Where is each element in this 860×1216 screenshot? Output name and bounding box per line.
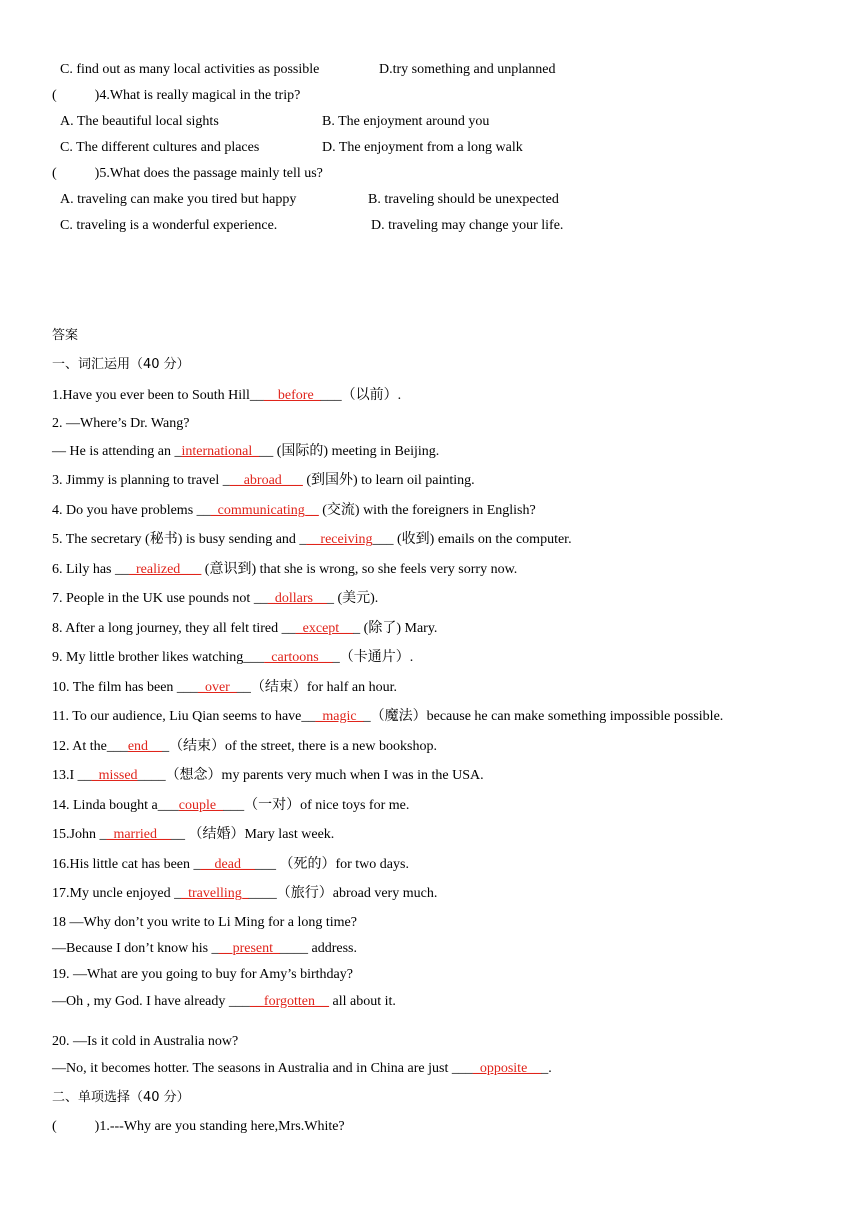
answer-word: _magic_ [315, 709, 364, 724]
answer-suffix: ____（旅行）abroad very much. [248, 886, 438, 901]
answer-word: end__ [127, 739, 163, 754]
answer-word: _travelling_ [181, 886, 249, 901]
q4-option-d: D. The enjoyment from a long walk [322, 140, 523, 155]
q4-option-a: A. The beautiful local sights [60, 114, 219, 129]
answer-line [52, 708, 723, 726]
answer-prompt: 3. Jimmy is planning to travel _ [52, 473, 230, 488]
answer-suffix: _. [541, 1061, 552, 1076]
answer-suffix: _ (除了) Mary. [353, 621, 438, 636]
answer-suffix: _（魔法）because he can make something impossible possible. [363, 709, 724, 724]
answer-suffix: ___ （死的）for two days. [254, 857, 409, 872]
q5-option-a: A. traveling can make you tired but happy [60, 192, 297, 207]
answer-line [52, 966, 353, 984]
answer-line [52, 1033, 238, 1051]
answer-word: _dollars__ [267, 591, 327, 606]
answer-prompt: 14. Linda bought a___ [52, 798, 179, 813]
answer-suffix: all about it. [328, 994, 396, 1009]
answer-suffix: ____（想念）my parents very much when I was in the USA. [137, 768, 484, 783]
question-stem: 4.What is really magical in the trip? [99, 88, 301, 103]
answer-prompt: 8. After a long journey, they all felt tired __ [52, 621, 296, 636]
answer-word: __dead__ [200, 857, 255, 872]
answer-line [52, 885, 437, 903]
answer-prompt: 20. —Is it cold in Australia now? [52, 1034, 239, 1049]
answer-line [52, 561, 517, 579]
answer-line [52, 1060, 552, 1078]
question-stem: 5.What does the passage mainly tell us? [99, 166, 323, 181]
q3-option-d: D.try something and unplanned [379, 62, 556, 77]
q5-option-d: D. traveling may change your life. [371, 218, 564, 233]
answer-word: __before_ [263, 388, 321, 403]
question-5 [52, 165, 323, 183]
answer-word: _over_ [197, 680, 237, 695]
answer-prompt: 13.I __ [52, 768, 92, 783]
answers-title: 答案 [52, 328, 79, 343]
answer-prompt: 12. At the___ [52, 739, 128, 754]
answer-prompt: 16.His little cat has been _ [52, 857, 201, 872]
answer-line [52, 856, 409, 874]
answer-word: __forgotten__ [249, 994, 329, 1009]
q5-option-b: B. traveling should be unexpected [368, 192, 559, 207]
answer-word: _opposite__ [472, 1061, 542, 1076]
answer-suffix: _（结束）of the street, there is a new bookshop. [162, 739, 437, 754]
answer-prompt: 6. Lily has __ [52, 562, 129, 577]
answer-line [52, 767, 484, 785]
answer-line [52, 620, 437, 638]
answer-paren-open: ( [52, 166, 57, 181]
answer-prompt: 15.John _ [52, 827, 107, 842]
answer-suffix: ___（一对）of nice toys for me. [223, 798, 410, 813]
answer-paren-close: ) [94, 166, 100, 181]
answer-suffix: __ （结婚）Mary last week. [170, 827, 335, 842]
answer-paren-close: ) [94, 1119, 100, 1134]
q4-option-b: B. The enjoyment around you [322, 114, 490, 129]
question-stem: 1.---Why are you standing here,Mrs.White? [99, 1119, 345, 1134]
answer-prompt: 18 —Why don’t you write to Li Ming for a long time? [52, 915, 357, 930]
answer-word: __receiving [306, 532, 373, 547]
answer-prompt: 19. —What are you going to buy for Amy’s birthday? [52, 967, 353, 982]
answer-suffix: ____ address. [280, 941, 357, 956]
answer-suffix: (交流) with the foreigners in English? [318, 503, 536, 518]
answer-line [52, 826, 334, 844]
answer-suffix: ___ (收到) emails on the computer. [372, 532, 572, 547]
answer-line [52, 679, 397, 697]
answer-prompt: 5. The secretary (秘书) is busy sending and _ [52, 532, 307, 547]
answer-word: _realized___ [129, 562, 202, 577]
answer-prompt: 1.Have you ever been to South Hill__ [52, 388, 264, 403]
answer-word: _communicating__ [210, 503, 319, 518]
answer-prompt: — He is attending an _ [52, 444, 182, 459]
answer-suffix: __ (国际的) meeting in Beijing. [259, 444, 440, 459]
answer-suffix: (到国外) to learn oil painting. [302, 473, 475, 488]
answer-line [52, 415, 189, 433]
answer-prompt: —No, it becomes hotter. The seasons in Australia and in China are just ___ [52, 1061, 473, 1076]
answer-word: _married__ [106, 827, 171, 842]
answer-word: __abroad___ [229, 473, 303, 488]
answer-prompt: 11. To our audience, Liu Qian seems to have__ [52, 709, 316, 724]
answer-word: __present_ [218, 941, 280, 956]
section-heading-multiple-choice: 二、单项选择（40 分） [52, 1090, 190, 1105]
answer-prompt: 10. The film has been ___ [52, 680, 198, 695]
q3-option-c: C. find out as many local activities as possible [60, 62, 320, 77]
answer-line [52, 590, 378, 608]
question-4 [52, 87, 300, 105]
answer-line [52, 797, 409, 815]
answer-paren-open: ( [52, 1119, 57, 1134]
answer-prompt: 4. Do you have problems __ [52, 503, 211, 518]
answer-line [52, 940, 357, 958]
answer-suffix: ___（以前）. [320, 388, 402, 403]
answer-prompt: 2. —Where’s Dr. Wang? [52, 416, 190, 431]
answer-line [52, 738, 437, 756]
answer-word: couple_ [178, 798, 224, 813]
answer-line [52, 993, 396, 1011]
answer-line [52, 649, 413, 667]
answer-paren-open: ( [52, 88, 57, 103]
answer-suffix: (意识到) that she is wrong, so she feels very sorry now. [201, 562, 518, 577]
answer-word: _except__ [295, 621, 354, 636]
answer-suffix: __（结束）for half an hour. [236, 680, 398, 695]
answer-word: international_ [181, 444, 260, 459]
answer-line [52, 531, 572, 549]
mc-question-1 [52, 1118, 345, 1136]
answer-line [52, 472, 475, 490]
answer-line [52, 387, 401, 405]
answer-suffix: _ (美元). [326, 591, 379, 606]
answer-paren-close: ) [94, 88, 100, 103]
answer-line [52, 914, 357, 932]
answer-prompt: 9. My little brother likes watching___ [52, 650, 265, 665]
answer-line [52, 502, 536, 520]
answer-word: _cartoons__ [264, 650, 333, 665]
section-heading-vocabulary: 一、词汇运用（40 分） [52, 357, 190, 372]
answer-prompt: 7. People in the UK use pounds not __ [52, 591, 268, 606]
answer-prompt: 17.My uncle enjoyed _ [52, 886, 182, 901]
answer-line [52, 443, 439, 461]
answer-suffix: _（卡通片）. [332, 650, 414, 665]
answer-prompt: —Oh , my God. I have already ___ [52, 994, 250, 1009]
answer-word: _missed [91, 768, 138, 783]
q4-option-c: C. The different cultures and places [60, 140, 260, 155]
answer-prompt: —Because I don’t know his _ [52, 941, 219, 956]
q5-option-c: C. traveling is a wonderful experience. [60, 218, 278, 233]
